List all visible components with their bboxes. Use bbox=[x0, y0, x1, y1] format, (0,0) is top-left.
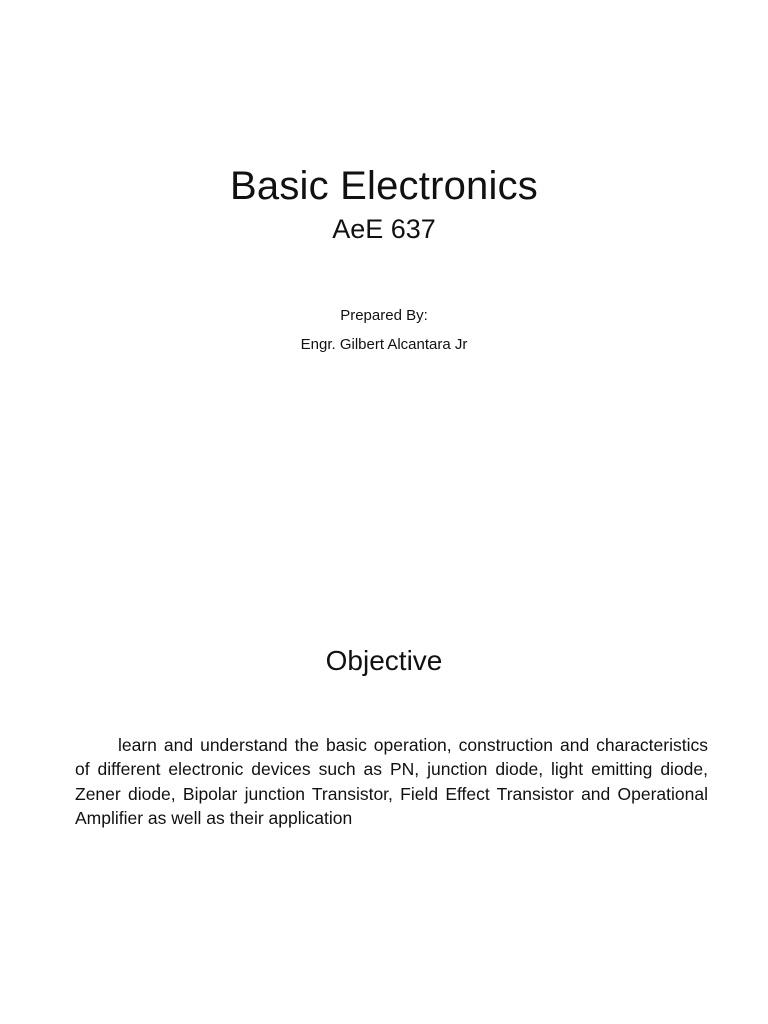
course-code: AeE 637 bbox=[332, 214, 436, 244]
slide-title: Basic Electronics bbox=[230, 164, 538, 208]
prepared-by-label: Prepared By: bbox=[340, 307, 428, 324]
author-name: Engr. Gilbert Alcantara Jr bbox=[300, 336, 468, 353]
objective-heading: Objective bbox=[325, 645, 443, 676]
objective-paragraph: learn and understand the basic operation, construction and characteristics of different electronic devices such as PN, junction diode, light emitting diode, Zener diode, Bipolar junction Transistor, Field Effect Transistor and Operational Amplifier as well as their application bbox=[75, 735, 708, 828]
